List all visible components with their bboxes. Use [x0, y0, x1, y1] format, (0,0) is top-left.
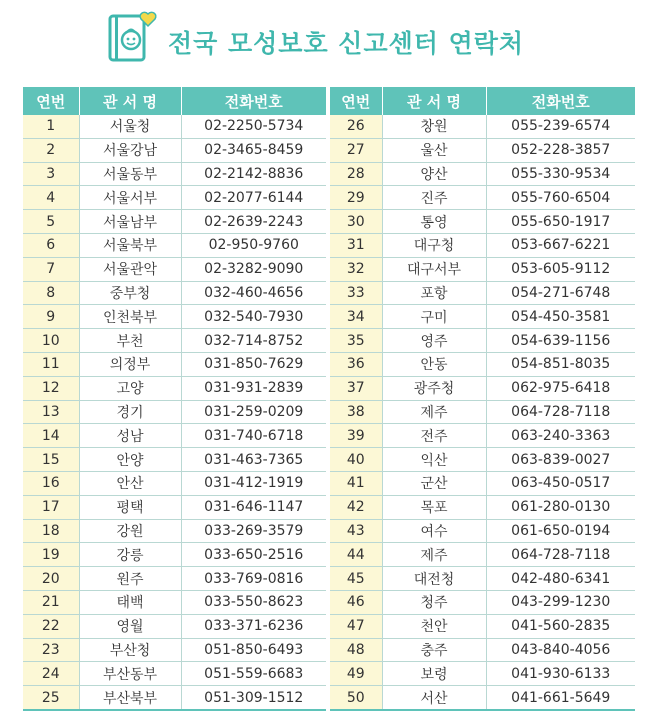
phone-number: 033-650-2516 — [181, 543, 328, 567]
phone-number: 053-605-9112 — [486, 257, 635, 281]
header-phone: 전화번호 — [486, 87, 635, 115]
phone-number: 063-839-0027 — [486, 448, 635, 472]
table-row — [23, 567, 635, 591]
office-name: 인천북부 — [79, 305, 181, 329]
row-number: 32 — [328, 257, 382, 281]
phone-number: 061-280-0130 — [486, 495, 635, 519]
table-row — [23, 329, 635, 353]
phone-number: 051-309-1512 — [181, 686, 328, 710]
header-phone: 전화번호 — [181, 87, 328, 115]
row-number: 40 — [328, 448, 382, 472]
row-number: 12 — [23, 376, 79, 400]
table-row — [23, 138, 635, 162]
table-row — [23, 400, 635, 424]
phone-number: 063-240-3363 — [486, 424, 635, 448]
row-number: 7 — [23, 257, 79, 281]
phone-number: 055-760-6504 — [486, 186, 635, 210]
table-row — [23, 590, 635, 614]
table-row — [23, 424, 635, 448]
office-name: 대구서부 — [382, 257, 486, 281]
office-name: 영주 — [382, 329, 486, 353]
office-name: 서울청 — [79, 115, 181, 138]
page-title: 전국 모성보호 신고센터 연락처 — [168, 29, 525, 58]
row-number: 5 — [23, 210, 79, 234]
row-number: 48 — [328, 638, 382, 662]
office-name: 대전청 — [382, 567, 486, 591]
row-number: 23 — [23, 638, 79, 662]
row-number: 14 — [23, 424, 79, 448]
row-number: 3 — [23, 162, 79, 186]
table-row — [23, 352, 635, 376]
office-name: 태백 — [79, 590, 181, 614]
phone-number: 033-550-8623 — [181, 590, 328, 614]
table-row — [23, 233, 635, 257]
phone-number: 051-850-6493 — [181, 638, 328, 662]
row-number: 39 — [328, 424, 382, 448]
row-number: 24 — [23, 662, 79, 686]
table-row — [23, 495, 635, 519]
table-row — [23, 471, 635, 495]
office-name: 원주 — [79, 567, 181, 591]
phone-number: 054-639-1156 — [486, 329, 635, 353]
row-number: 21 — [23, 590, 79, 614]
office-name: 안양 — [79, 448, 181, 472]
phone-number: 054-450-3581 — [486, 305, 635, 329]
office-name: 성남 — [79, 424, 181, 448]
office-name: 부산청 — [79, 638, 181, 662]
office-name: 서울강남 — [79, 138, 181, 162]
table-row — [23, 543, 635, 567]
phone-number: 031-931-2839 — [181, 376, 328, 400]
phone-number: 041-560-2835 — [486, 614, 635, 638]
phone-number: 041-930-6133 — [486, 662, 635, 686]
office-name: 부산북부 — [79, 686, 181, 710]
row-number: 50 — [328, 686, 382, 710]
header-num: 연번 — [23, 87, 79, 115]
row-number: 4 — [23, 186, 79, 210]
office-name: 서울북부 — [79, 233, 181, 257]
office-name: 보령 — [382, 662, 486, 686]
phone-number: 043-299-1230 — [486, 590, 635, 614]
row-number: 33 — [328, 281, 382, 305]
row-number: 2 — [23, 138, 79, 162]
phone-number: 031-463-7365 — [181, 448, 328, 472]
row-number: 27 — [328, 138, 382, 162]
table-row — [23, 257, 635, 281]
table-row — [23, 210, 635, 234]
office-name: 창원 — [382, 115, 486, 138]
phone-number: 02-2639-2243 — [181, 210, 328, 234]
row-number: 38 — [328, 400, 382, 424]
table-row — [23, 186, 635, 210]
row-number: 11 — [23, 352, 79, 376]
office-name: 강릉 — [79, 543, 181, 567]
office-name: 평택 — [79, 495, 181, 519]
row-number: 46 — [328, 590, 382, 614]
row-number: 42 — [328, 495, 382, 519]
row-number: 10 — [23, 329, 79, 353]
table-row — [23, 614, 635, 638]
row-number: 41 — [328, 471, 382, 495]
office-name: 광주청 — [382, 376, 486, 400]
table-header-row — [23, 87, 635, 115]
office-name: 영월 — [79, 614, 181, 638]
office-name: 서울남부 — [79, 210, 181, 234]
phone-number: 02-950-9760 — [181, 233, 328, 257]
office-name: 통영 — [382, 210, 486, 234]
phone-number: 043-840-4056 — [486, 638, 635, 662]
table-row — [23, 305, 635, 329]
table-row — [23, 448, 635, 472]
phone-number: 033-371-6236 — [181, 614, 328, 638]
office-name: 서울동부 — [79, 162, 181, 186]
phone-number: 054-271-6748 — [486, 281, 635, 305]
phone-number: 032-540-7930 — [181, 305, 328, 329]
row-number: 28 — [328, 162, 382, 186]
office-name: 청주 — [382, 590, 486, 614]
phone-number: 031-259-0209 — [181, 400, 328, 424]
row-number: 8 — [23, 281, 79, 305]
phone-number: 061-650-0194 — [486, 519, 635, 543]
phone-number: 063-450-0517 — [486, 471, 635, 495]
office-name: 안동 — [382, 352, 486, 376]
phone-number: 053-667-6221 — [486, 233, 635, 257]
phone-number: 055-650-1917 — [486, 210, 635, 234]
contact-table — [23, 87, 635, 711]
office-name: 부산동부 — [79, 662, 181, 686]
row-number: 19 — [23, 543, 79, 567]
row-number: 37 — [328, 376, 382, 400]
office-name: 서산 — [382, 686, 486, 710]
phone-number: 055-330-9534 — [486, 162, 635, 186]
office-name: 서울관악 — [79, 257, 181, 281]
row-number: 25 — [23, 686, 79, 710]
office-name: 군산 — [382, 471, 486, 495]
office-name: 고양 — [79, 376, 181, 400]
row-number: 34 — [328, 305, 382, 329]
row-number: 45 — [328, 567, 382, 591]
office-name: 포항 — [382, 281, 486, 305]
phone-number: 041-661-5649 — [486, 686, 635, 710]
phone-number: 064-728-7118 — [486, 400, 635, 424]
phone-number: 031-646-1147 — [181, 495, 328, 519]
office-name: 대구청 — [382, 233, 486, 257]
row-number: 18 — [23, 519, 79, 543]
phone-number: 02-3465-8459 — [181, 138, 328, 162]
table-row — [23, 115, 635, 138]
office-name: 경기 — [79, 400, 181, 424]
page-header — [0, 0, 646, 84]
office-name: 제주 — [382, 400, 486, 424]
office-name: 목포 — [382, 495, 486, 519]
phone-number: 042-480-6341 — [486, 567, 635, 591]
row-number: 35 — [328, 329, 382, 353]
phone-number: 031-412-1919 — [181, 471, 328, 495]
table-row — [23, 686, 635, 710]
table-row — [23, 376, 635, 400]
row-number: 49 — [328, 662, 382, 686]
row-number: 13 — [23, 400, 79, 424]
phone-number: 052-228-3857 — [486, 138, 635, 162]
office-name: 충주 — [382, 638, 486, 662]
row-number: 1 — [23, 115, 79, 138]
row-number: 6 — [23, 233, 79, 257]
phone-number: 032-714-8752 — [181, 329, 328, 353]
header-num: 연번 — [328, 87, 382, 115]
office-name: 제주 — [382, 543, 486, 567]
row-number: 47 — [328, 614, 382, 638]
office-name: 익산 — [382, 448, 486, 472]
phone-number: 02-2077-6144 — [181, 186, 328, 210]
office-name: 여수 — [382, 519, 486, 543]
office-name: 부천 — [79, 329, 181, 353]
row-number: 9 — [23, 305, 79, 329]
office-name: 울산 — [382, 138, 486, 162]
row-number: 26 — [328, 115, 382, 138]
office-name: 의정부 — [79, 352, 181, 376]
row-number: 31 — [328, 233, 382, 257]
phone-number: 033-769-0816 — [181, 567, 328, 591]
office-name: 안산 — [79, 471, 181, 495]
table-body — [23, 115, 635, 710]
table-row — [23, 162, 635, 186]
phone-number: 062-975-6418 — [486, 376, 635, 400]
phone-number: 032-460-4656 — [181, 281, 328, 305]
row-number: 15 — [23, 448, 79, 472]
phone-number: 055-239-6574 — [486, 115, 635, 138]
phone-number: 064-728-7118 — [486, 543, 635, 567]
row-number: 20 — [23, 567, 79, 591]
table-row — [23, 281, 635, 305]
office-name: 진주 — [382, 186, 486, 210]
row-number: 17 — [23, 495, 79, 519]
row-number: 30 — [328, 210, 382, 234]
phone-number: 051-559-6683 — [181, 662, 328, 686]
office-name: 구미 — [382, 305, 486, 329]
office-name: 서울서부 — [79, 186, 181, 210]
row-number: 22 — [23, 614, 79, 638]
row-number: 44 — [328, 543, 382, 567]
contact-table-wrapper — [23, 87, 635, 711]
table-row — [23, 519, 635, 543]
phone-number: 031-850-7629 — [181, 352, 328, 376]
row-number: 29 — [328, 186, 382, 210]
phone-number: 02-3282-9090 — [181, 257, 328, 281]
row-number: 36 — [328, 352, 382, 376]
office-name: 천안 — [382, 614, 486, 638]
header-office: 관 서 명 — [79, 87, 181, 115]
row-number: 43 — [328, 519, 382, 543]
office-name: 중부청 — [79, 281, 181, 305]
table-row — [23, 662, 635, 686]
office-name: 전주 — [382, 424, 486, 448]
phone-number: 02-2142-8836 — [181, 162, 328, 186]
phone-number: 031-740-6718 — [181, 424, 328, 448]
row-number: 16 — [23, 471, 79, 495]
header-office: 관 서 명 — [382, 87, 486, 115]
baby-book-heart-icon — [106, 10, 162, 66]
office-name: 강원 — [79, 519, 181, 543]
phone-number: 02-2250-5734 — [181, 115, 328, 138]
phone-number: 054-851-8035 — [486, 352, 635, 376]
office-name: 양산 — [382, 162, 486, 186]
phone-number: 033-269-3579 — [181, 519, 328, 543]
table-row — [23, 638, 635, 662]
